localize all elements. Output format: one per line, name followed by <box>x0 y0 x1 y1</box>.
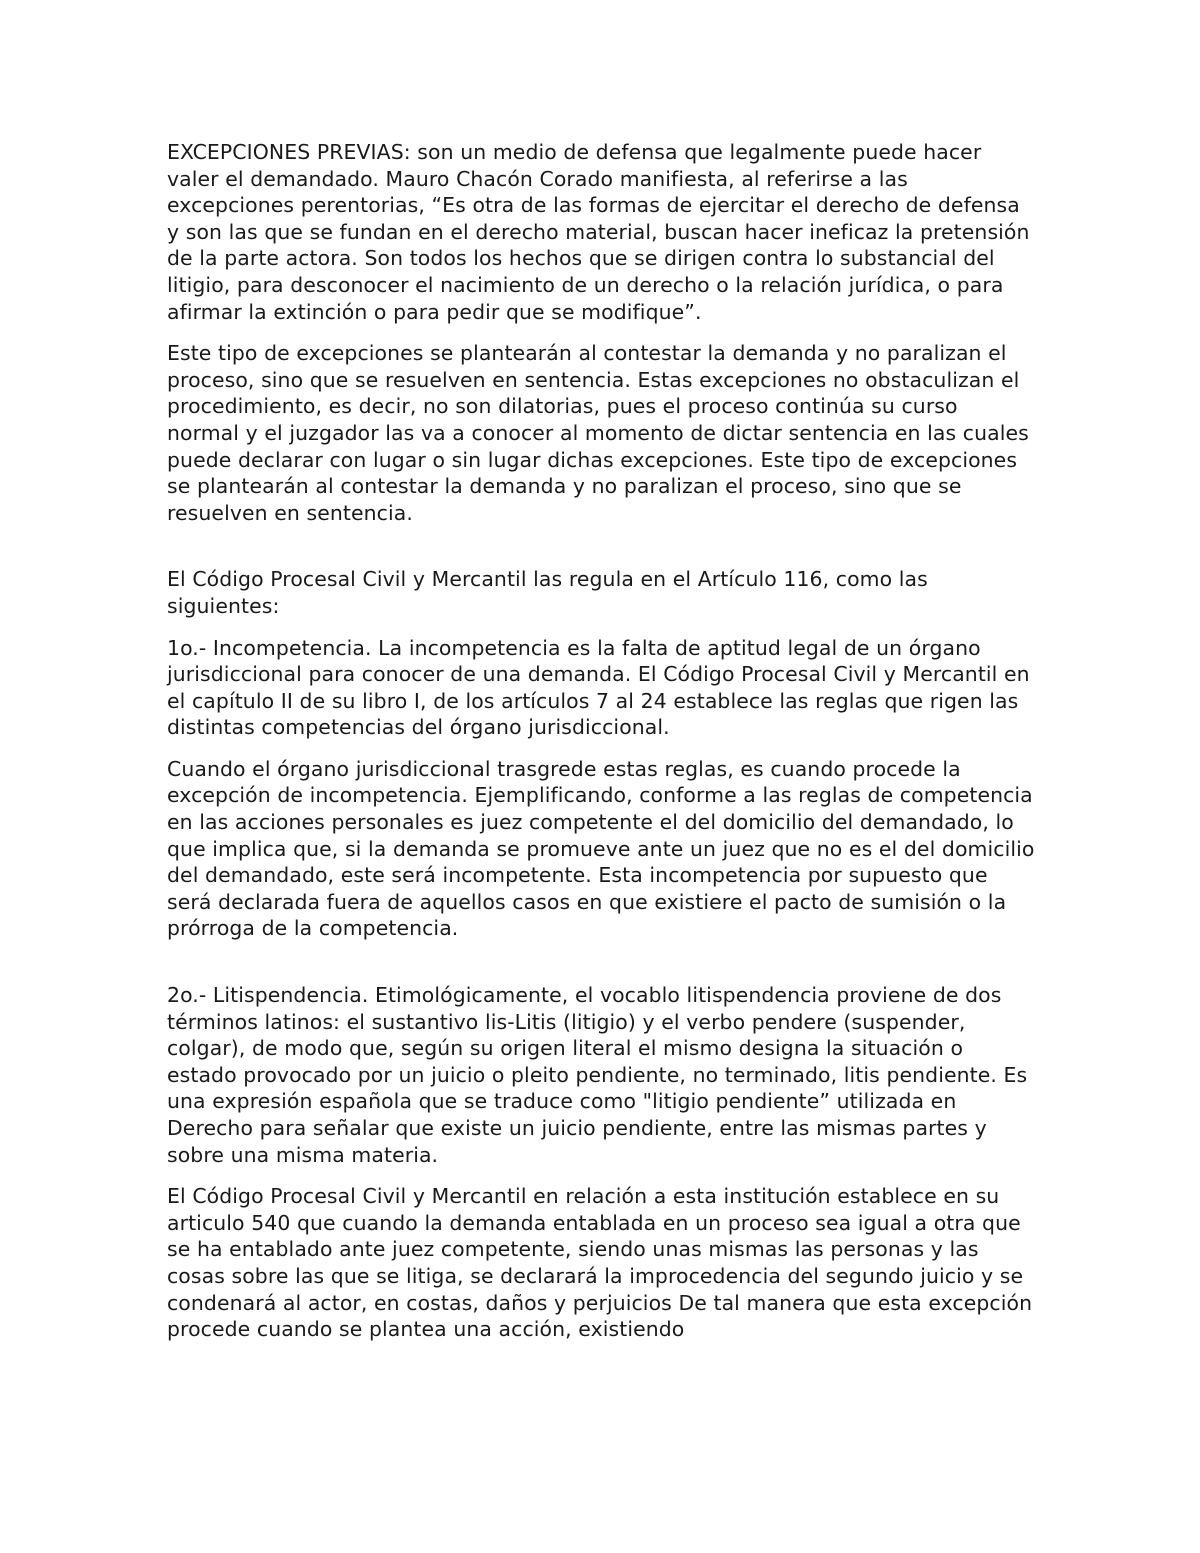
paragraph-excepciones-previas: EXCEPCIONES PREVIAS: son un medio de defensa que legalmente puede hacer valer el demandado. Mauro Chacón Corado manifiesta, al referirse a las excepciones perentorias, “Es otra de las formas de ejercitar el derecho de defensa y son las que se fundan en el derecho material, buscan hacer ineficaz la pretensión de la parte actora. Son todos los hechos que se dirigen contra lo substancial del litigio, para desconocer el nacimiento de un derecho o la relación jurídica, o para afirmar la extinción o para pedir que se modifique”. <box>167 140 1030 324</box>
paragraph-codigo-articulo-116: El Código Procesal Civil y Mercantil las regula en el Artículo 116, como las siguientes: <box>167 567 928 618</box>
paragraph-incompetencia: 1o.- Incompetencia. La incompetencia es la falta de aptitud legal de un órgano jurisdiccional para conocer de una demanda. El Código Procesal Civil y Mercantil en el capítulo II de su libro I, de los artículos 7 al 24 establece las reglas que rigen las distintas competencias del órgano jurisdiccional. <box>167 635 1030 740</box>
document-body <box>167 139 1035 1358</box>
paragraph-articulo-540: El Código Procesal Civil y Mercantil en relación a esta institución establece en su articulo 540 que cuando la demanda entablada en un proceso sea igual a otra que se ha entablado ante juez competente, siendo unas mismas las personas y las cosas sobre las que se litiga, se declarará la improcedencia del segundo juicio y se condenará al actor, en costas, daños y perjuicios De tal manera que esta excepción procede cuando se plantea una acción, existiendo <box>167 1184 1033 1342</box>
paragraph-incompetencia-ejemplo: Cuando el órgano jurisdiccional trasgrede estas reglas, es cuando procede la excepción de incompetencia. Ejemplificando, conforme a las reglas de competencia en las acciones personales es juez competente el del domicilio del demandado, lo que implica que, si la demanda se promueve ante un juez que no es el del domicilio del demandado, este será incompetente. Esta incompetencia por supuesto que será declarada fuera de aquellos casos en que existiere el pacto de sumisión o la prórroga de la competencia. <box>167 756 1035 941</box>
paragraph-litispendencia: 2o.- Litispendencia. Etimológicamente, el vocablo litispendencia proviene de dos términos latinos: el sustantivo lis-Litis (litigio) y el verbo pendere (suspender, colgar), de modo que, según su origen literal el mismo designa la situación o estado provocado por un juicio o pleito pendiente, no terminado, litis pendiente. Es una expresión española que se traduce como "litigio pendiente” utilizada en Derecho para señalar que existe un juicio pendiente, entre las mismas partes y sobre una misma materia. <box>167 983 1028 1167</box>
paragraph-tipo-excepciones: Este tipo de excepciones se plantearán al contestar la demanda y no paralizan el proceso, sino que se resuelven en sentencia. Estas excepciones no obstaculizan el procedimiento, es decir, no son dilatorias, pues el proceso continúa su curso normal y el juzgador las va a conocer al momento de dictar sentencia en las cuales puede declarar con lugar o sin lugar dichas excepciones. Este tipo de excepciones se plantearán al contestar la demanda y no paralizan el proceso, sino que se resuelven en sentencia. <box>167 341 1029 525</box>
